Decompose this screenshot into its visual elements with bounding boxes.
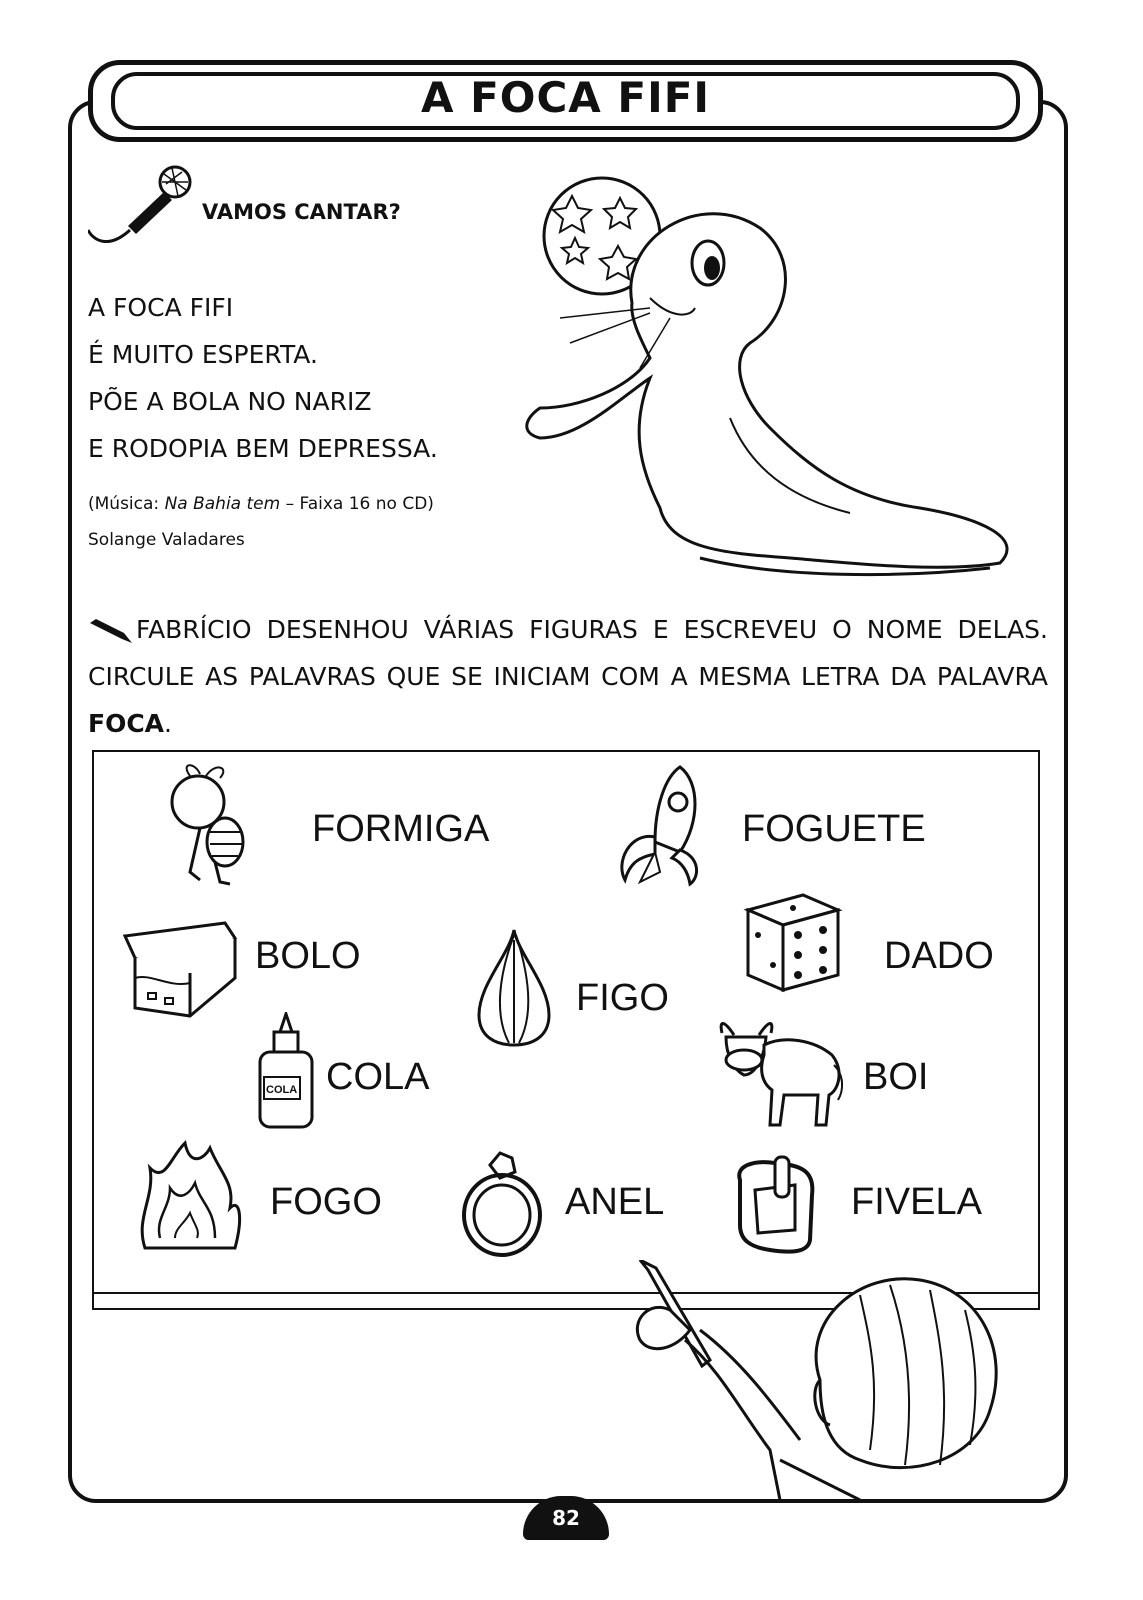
word-fogo[interactable]: FOGO	[270, 1181, 382, 1223]
song-name: Na Bahia tem	[164, 494, 281, 514]
child-with-pencil-icon	[630, 1260, 1010, 1500]
instruction-body: FABRÍCIO DESENHOU VÁRIAS FIGURAS E ESCREVEU O NOME DELAS. CIRCULE AS PALAVRAS QUE SE INICIAM COM A MESMA LETRA DA PALAVRA	[88, 615, 1048, 691]
poem-line: A FOCA FIFI	[88, 293, 234, 322]
poem	[88, 284, 438, 472]
ox-icon	[714, 1015, 849, 1135]
page-number: 82	[523, 1496, 609, 1540]
credit-prefix: (Música:	[88, 494, 165, 514]
ant-icon	[160, 762, 255, 887]
glue-bottle-icon	[256, 1012, 316, 1130]
sing-heading: VAMOS CANTAR?	[202, 200, 401, 224]
glue-label: COLA	[266, 1084, 298, 1096]
ring-icon	[460, 1150, 545, 1258]
word-formiga[interactable]: FORMIGA	[312, 808, 490, 850]
word-dado[interactable]: DADO	[884, 935, 994, 977]
credit-suffix: – Faixa 16 no CD)	[280, 494, 434, 514]
instruction-bold-word: FOCA	[88, 709, 165, 738]
microphone-icon	[88, 160, 198, 260]
fire-icon	[135, 1138, 245, 1258]
title-banner	[88, 60, 1043, 142]
cake-icon	[120, 918, 240, 1018]
buckle-icon	[730, 1155, 820, 1255]
word-fivela[interactable]: FIVELA	[851, 1181, 982, 1223]
word-foguete[interactable]: FOGUETE	[742, 808, 926, 850]
rocket-icon	[610, 762, 710, 887]
seal-with-ball-icon	[520, 168, 1025, 583]
word-cola[interactable]: COLA	[326, 1056, 430, 1098]
fig-icon	[474, 925, 554, 1050]
poem-line: PÕE A BOLA NO NARIZ	[88, 387, 372, 416]
poem-line: E RODOPIA BEM DEPRESSA.	[88, 434, 438, 463]
word-boi[interactable]: BOI	[863, 1056, 929, 1098]
word-anel[interactable]: ANEL	[565, 1181, 665, 1223]
pencil-icon	[88, 617, 136, 645]
word-figo[interactable]: FIGO	[576, 977, 669, 1019]
poem-line: É MUITO ESPERTA.	[88, 340, 318, 369]
page-title: A FOCA FIFI	[420, 73, 711, 122]
song-author: Solange Valadares	[88, 530, 245, 550]
instruction-text	[88, 606, 1048, 747]
song-credit	[88, 486, 434, 558]
dice-icon	[743, 890, 843, 995]
instruction-end: .	[164, 709, 172, 738]
word-bolo[interactable]: BOLO	[255, 935, 361, 977]
